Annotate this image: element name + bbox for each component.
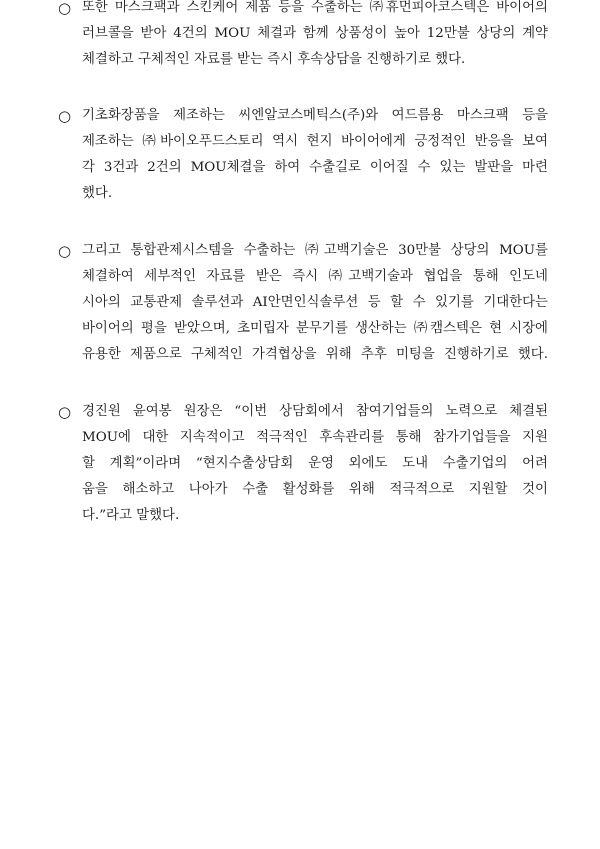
paragraph-line: MOU에 대한 지속적이고 적극적인 후속관리를 통해 참가기업들을 지원 <box>82 430 548 445</box>
paragraph-line: 체결하여 세부적인 자료를 받은 즉시 ㈜고백기술과 협업을 통해 인도네 <box>82 269 548 284</box>
paragraph-line: 각 3건과 2건의 MOU체결을 하여 수출길로 이어질 수 있는 발판을 마련 <box>82 160 548 175</box>
circle-bullet-icon: ○ <box>58 242 72 260</box>
paragraph-line: 경진원 윤여봉 원장은 “이번 상담회에서 참여기업들의 노력으로 체결된 <box>82 404 548 419</box>
paragraph-line: 유용한 제품으로 구체적인 가격협상을 위해 추후 미팅을 진행하기로 했다. <box>82 347 548 362</box>
circle-bullet-icon: ○ <box>58 403 72 421</box>
paragraph-line: 할 계획”이라며 “현지수출상담회 운영 외에도 도내 수출기업의 어려 <box>82 456 548 471</box>
paragraph-line: 움을 해소하고 나아가 수출 활성화를 위해 적극적으로 지원할 것이 <box>82 482 548 497</box>
circle-bullet-icon: ○ <box>58 0 72 17</box>
paragraph-line: 바이어의 평을 받았으며, 초미립자 분무기를 생산하는 ㈜캠스텍은 현 시장에 <box>82 321 548 336</box>
paragraph-line: 제조하는 ㈜바이오푸드스토리 역시 현지 바이어에게 긍정적인 반응을 보여 <box>82 134 548 149</box>
paragraph-line: 러브콜을 받아 4건의 MOU 체결과 함께 상품성이 높아 12만불 상당의 계약 <box>82 26 548 41</box>
paragraph-line: 또한 마스크팩과 스킨케어 제품 등을 수출하는 ㈜휴먼피아코스텍은 바이어의 <box>82 0 548 15</box>
circle-bullet-icon: ○ <box>58 107 72 125</box>
paragraph-line: 체결하고 구체적인 자료를 받는 즉시 후속상담을 진행하기로 했다. <box>82 52 466 67</box>
paragraph-line: 했다. <box>82 186 113 201</box>
paragraph-line: 기초화장품을 제조하는 씨엔알코스메틱스(주)와 여드름용 마스크팩 등을 <box>82 108 548 123</box>
paragraph-line: 다.”라고 말했다. <box>82 508 180 523</box>
paragraph-line: 그리고 통합관제시스템을 수출하는 ㈜고백기술은 30만불 상당의 MOU를 <box>82 243 548 258</box>
paragraph-line: 시아의 교통관제 솔루션과 AI안면인식솔루션 등 할 수 있기를 기대한다는 <box>82 295 548 310</box>
